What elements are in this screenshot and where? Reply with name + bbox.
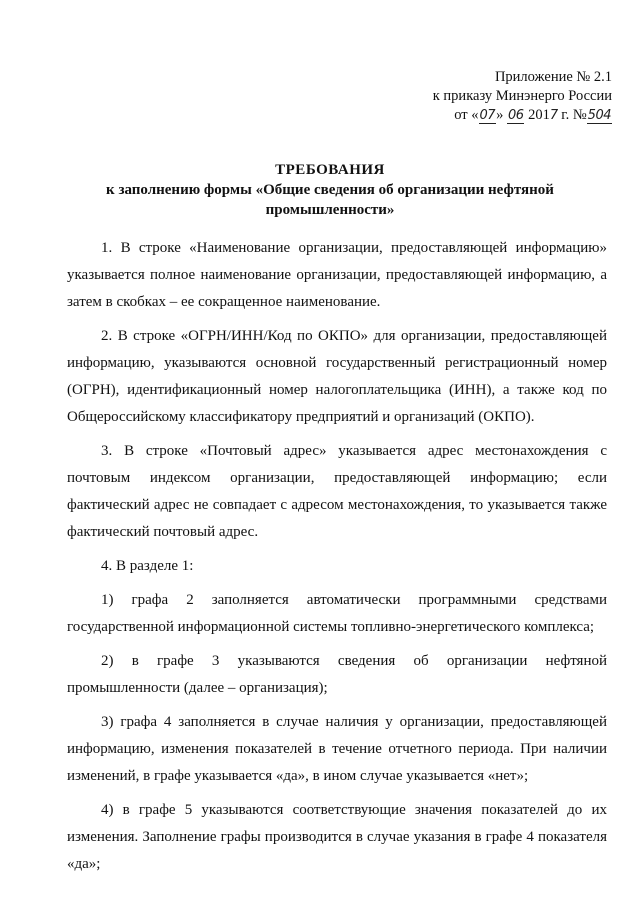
approval-stamp	[380, 68, 612, 125]
handwritten-day: 07	[479, 108, 496, 123]
paragraph-2: 2. В строке «ОГРН/ИНН/Код по ОКПО» для организации, предоставляющей информацию, указываются основной государственный регистрационный номер (ОГРН), идентификационный номер налогоплательщика (ИНН), а также код по Общероссийскому классификатору предприятий и организаций (ОКПО).	[67, 328, 607, 425]
list-item-4: 4) в графе 5 указываются соответствующие значения показателей до их изменения. Заполнение графы производится в случае указания в графе 4 показателя «да»;	[67, 802, 607, 872]
appendix-label: Приложение № 2.1	[494, 69, 612, 85]
list-item-2: 2) в графе 3 указываются сведения об организации нефтяной промышленности (далее – организация);	[67, 653, 607, 696]
title-subtitle: к заполнению формы «Общие сведения об организации нефтяной промышленности»	[106, 182, 554, 218]
title-main: ТРЕБОВАНИЯ	[275, 162, 385, 178]
year-prefix: 201	[528, 107, 550, 123]
order-reference: к приказу Минэнерго России	[432, 88, 612, 104]
order-number-label: г. №	[561, 107, 587, 123]
document-title	[60, 160, 600, 220]
date-prefix: от «	[454, 107, 479, 123]
paragraph-1: 1. В строке «Наименование организации, предоставляющей информацию» указывается полное наименование организации, предоставляющей информацию, а затем в скобках – ее сокращенное наименование.	[67, 240, 607, 310]
date-close-quote: »	[496, 107, 504, 123]
handwritten-order-number: 504	[587, 108, 611, 123]
list-item-3: 3) графа 4 заполняется в случае наличия у организации, предоставляющей информацию, изменения показателей в течение отчетного периода. При наличии изменений, в графе указывается «да», в ином случае указывается «нет»;	[67, 714, 607, 784]
paragraph-3: 3. В строке «Почтовый адрес» указывается адрес местонахождения с почтовым индексом организации, предоставляющей информацию; если фактический адрес не совпадает с адресом местонахождения, то указывается также фактический почтовый адрес.	[67, 443, 607, 540]
handwritten-month: 06	[507, 108, 524, 123]
paragraph-4: 4. В разделе 1:	[101, 558, 194, 574]
list-item-1: 1) графа 2 заполняется автоматически программными средствами государственной информационной системы топливно-энергетического комплекса;	[67, 592, 607, 635]
order-date-line	[380, 106, 612, 125]
handwritten-year-digit: 7	[549, 108, 558, 123]
document-body	[67, 235, 607, 885]
